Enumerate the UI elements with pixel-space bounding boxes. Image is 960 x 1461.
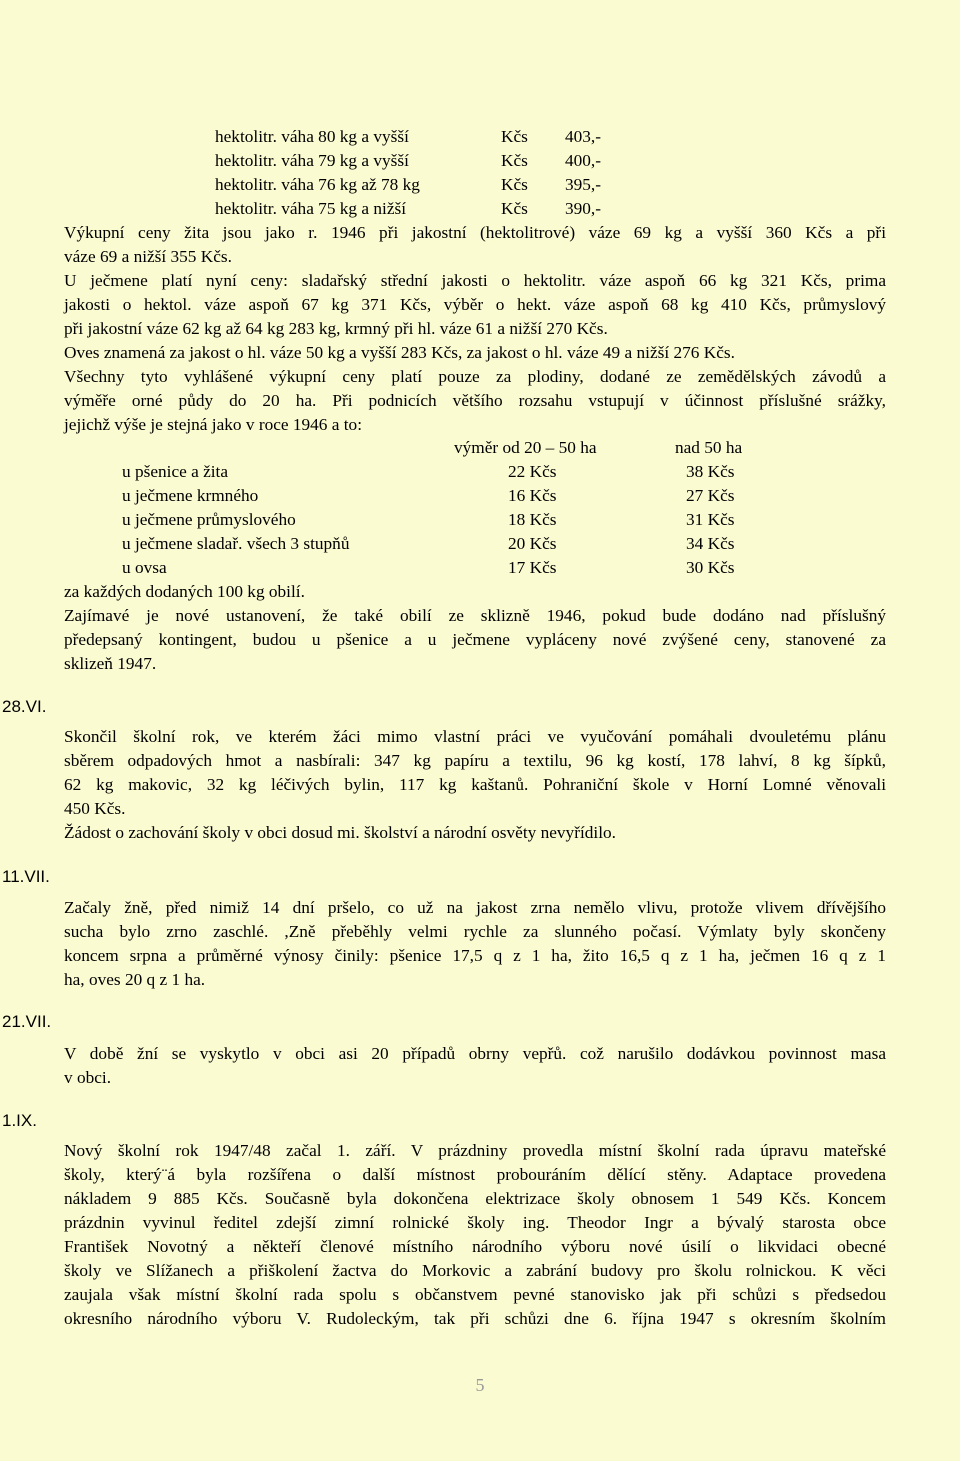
- price-currency: Kčs: [501, 127, 528, 146]
- table-cell: 38 Kčs: [686, 462, 735, 481]
- text-line: ha, oves 20 q z 1 ha.: [64, 970, 206, 989]
- text-line: jejichž výše je stejná jako v roce 1946 a to:: [64, 415, 363, 434]
- text-line: nákladem 9 885 Kčs. Současně byla dokončena elektrizace školy obnosem 1 549 Kčs. Koncem: [64, 1189, 886, 1208]
- price-currency: Kčs: [501, 151, 528, 170]
- price-label: hektolitr. váha 75 kg a nižší: [215, 199, 407, 218]
- price-currency: Kčs: [501, 199, 528, 218]
- text-line: U ječmene platí nyní ceny: sladařský střední jakosti o hektolitr. váze aspoň 66 kg 321 Kčs, prima: [64, 271, 886, 290]
- text-line: při jakostní váze 62 kg až 64 kg 283 kg, krmný při hl. váze 61 a nižší 270 Kčs.: [64, 319, 608, 338]
- text-line: jakosti o hektol. váze aspoň 67 kg 371 Kčs, výběr o hekt. váze aspoň 68 kg 410 Kčs, průmyslový: [64, 295, 886, 314]
- price-label: hektolitr. váha 79 kg a vyšší: [215, 151, 409, 170]
- text-line: předepsaný kontingent, budou u pšenice a u ječmene vypláceny nové zvýšené ceny, stanovené za: [64, 630, 886, 649]
- text-line: sucha bylo zrno zaschlé. ,Zně přeběhly velmi rychle za slunného počasí. Výmlaty byly skončeny: [64, 922, 886, 941]
- text-line: Zajímavé je nové ustanovení, že také obilí ze sklizně 1946, pokud bude dodáno nad příslušný: [64, 606, 886, 625]
- price-label: hektolitr. váha 76 kg až 78 kg: [215, 175, 420, 194]
- text-line: Nový školní rok 1947/48 začal 1. září. V prázdniny provedla místní školní rada úpravu mateřské: [64, 1141, 886, 1160]
- text-line: 450 Kčs.: [64, 799, 126, 818]
- text-line: František Novotný a někteří členové místního národního výboru nové úsilí o likvidaci obecné: [64, 1237, 886, 1256]
- text-line: školy ve Slížanech a přiškolení žactva do Morkovic a zabrání budovy pro školu rolnickou. K věci: [64, 1261, 886, 1280]
- entry-date: 28.VI.: [2, 697, 47, 716]
- table-footer: za každých dodaných 100 kg obilí.: [64, 582, 305, 601]
- table-header: výměr od 20 – 50 ha: [454, 438, 597, 457]
- text-line: prázdnin vyvinul ředitel zdejší zimní rolnické školy ing. Theodor Ingr a bývalý starosta obce: [64, 1213, 886, 1232]
- table-cell: 17 Kčs: [508, 558, 557, 577]
- table-cell-label: u ječmene krmného: [122, 486, 259, 505]
- text-line: Všechny tyto vyhlášené výkupní ceny platí pouze za plodiny, dodané ze zemědělských závodů a: [64, 367, 886, 386]
- text-line: v obci.: [64, 1068, 112, 1087]
- table-header: nad 50 ha: [675, 438, 743, 457]
- entry-date: 21.VII.: [2, 1012, 52, 1031]
- table-cell-label: u ovsa: [122, 558, 167, 577]
- price-value: 390,-: [565, 199, 601, 218]
- text-line: 62 kg makovic, 32 kg léčivých bylin, 117 kg kaštanů. Pohraniční škole v Horní Lomné věnovali: [64, 775, 886, 794]
- text-line: školy, který¨á byla rozšířena o další místnost probouráním dělící stěny. Adaptace provedena: [64, 1165, 886, 1184]
- table-cell-label: u pšenice a žita: [122, 462, 229, 481]
- text-line: Oves znamená za jakost o hl. váze 50 kg a vyšší 283 Kčs, za jakost o hl. váze 49 a nižší 276 Kčs.: [64, 343, 735, 362]
- text-line: Žádost o zachování školy v obci dosud mi. školství a národní osvěty nevyřídilo.: [64, 823, 616, 842]
- price-label: hektolitr. váha 80 kg a vyšší: [215, 127, 409, 146]
- text-line: výměře orné půdy do 20 ha. Při podnicích většího rozsahu vstupují v účinnost příslušné srážky,: [64, 391, 886, 410]
- table-cell: 30 Kčs: [686, 558, 735, 577]
- text-line: váze 69 a nižší 355 Kčs.: [64, 247, 232, 266]
- text-line: sběrem odpadových hmot a nasbírali: 347 kg papíru a textilu, 96 kg kostí, 178 lahví, 8 kg šípků,: [64, 751, 886, 770]
- text-line: okresního národního výboru V. Rudoleckým, tak při schůzi dne 6. října 1947 s okresním školním: [64, 1309, 886, 1328]
- text-line: koncem srpna a průměrné výnosy činily: pšenice 17,5 q z 1 ha, žito 16,5 q z 1 ha, ječmen 16 q z 1: [64, 946, 886, 965]
- table-cell: 22 Kčs: [508, 462, 557, 481]
- table-cell: 18 Kčs: [508, 510, 557, 529]
- text-line: Začaly žně, před nimiž 14 dní pršelo, co už na jakost zrna nemělo vlivu, protože vlivem dřívějšího: [64, 898, 886, 917]
- table-cell: 16 Kčs: [508, 486, 557, 505]
- text-line: zaujala však místní školní rada spolu s občanstvem pevné stanovisko jak při schůzi s předsedou: [64, 1285, 886, 1304]
- price-value: 400,-: [565, 151, 601, 170]
- page-number: 5: [475, 1375, 485, 1395]
- entry-date: 11.VII.: [2, 867, 50, 886]
- entry-date: 1.IX.: [2, 1111, 37, 1130]
- table-cell-label: u ječmene sladař. všech 3 stupňů: [122, 534, 350, 553]
- text-line: Skončil školní rok, ve kterém žáci mimo vlastní práci ve vyučování pomáhali dvouletému plánu: [64, 727, 886, 746]
- table-cell: 20 Kčs: [508, 534, 557, 553]
- price-currency: Kčs: [501, 175, 528, 194]
- price-value: 395,-: [565, 175, 601, 194]
- text-line: Výkupní ceny žita jsou jako r. 1946 při jakostní (hektolitrové) váze 69 kg a vyšší 360 Kčs a při: [64, 223, 886, 242]
- price-value: 403,-: [565, 127, 601, 146]
- table-cell: 27 Kčs: [686, 486, 735, 505]
- table-cell-label: u ječmene průmyslového: [122, 510, 296, 529]
- table-cell: 31 Kčs: [686, 510, 735, 529]
- table-cell: 34 Kčs: [686, 534, 735, 553]
- text-line: sklizeň 1947.: [64, 654, 157, 673]
- text-line: V době žní se vyskytlo v obci asi 20 případů obrny vepřů. což narušilo dodávkou povinnost masa: [64, 1044, 886, 1063]
